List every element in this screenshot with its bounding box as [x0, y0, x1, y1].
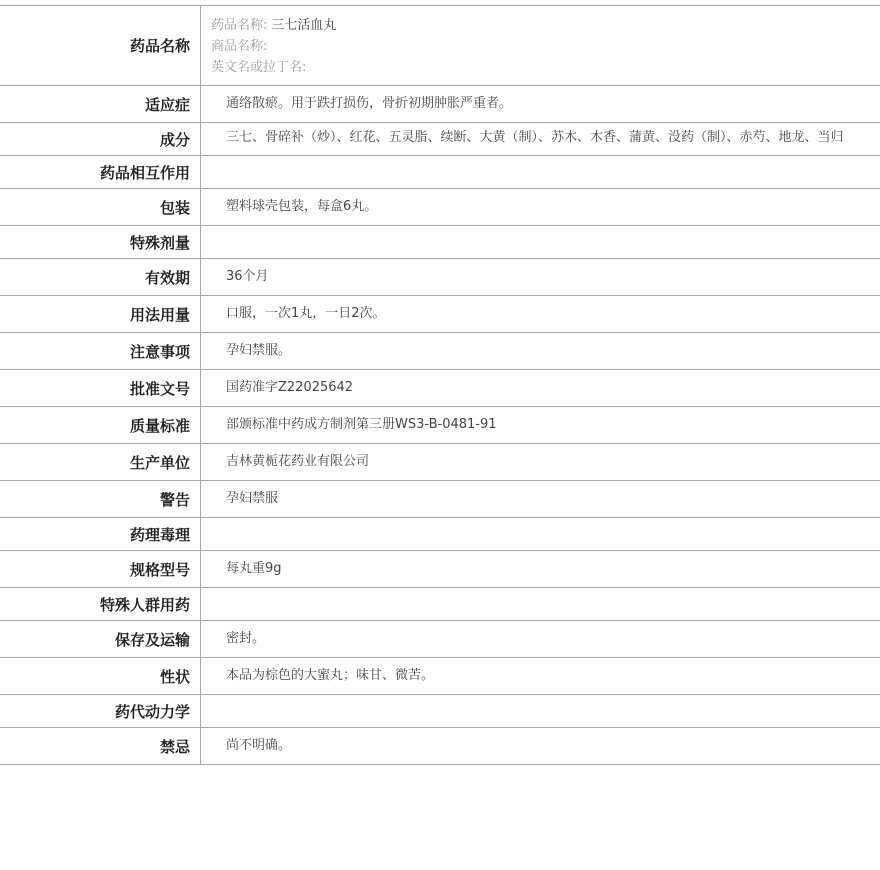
- table-row-specification: [0, 551, 880, 588]
- row-label: 禁忌: [0, 728, 201, 764]
- row-label: 保存及运输: [0, 621, 201, 657]
- table-row-ingredients: [0, 123, 880, 156]
- table-row-contraindications: [0, 728, 880, 765]
- row-value: [201, 695, 880, 727]
- row-label: 警告: [0, 481, 201, 517]
- row-label: 药代动力学: [0, 695, 201, 727]
- table-row-storage: [0, 621, 880, 658]
- drug-names-cell: [201, 6, 880, 85]
- row-label: 特殊人群用药: [0, 588, 201, 620]
- table-row-pharmacology: [0, 518, 880, 551]
- table-row-manufacturer: [0, 444, 880, 481]
- row-value: [201, 518, 880, 550]
- row-value: 吉林黄栀花药业有限公司: [226, 454, 370, 469]
- table-row-packaging: [0, 189, 880, 226]
- row-label: 性状: [0, 658, 201, 694]
- english-name-key: 英文名或拉丁名:: [211, 60, 307, 75]
- row-value: 国药准字Z22025642: [226, 380, 354, 395]
- row-value: 口服，一次1丸，一日2次。: [226, 306, 386, 321]
- row-label: 成分: [0, 123, 201, 155]
- table-row-interactions: [0, 156, 880, 189]
- row-value: 孕妇禁服。: [226, 343, 292, 358]
- drug-spec-table: [0, 5, 880, 765]
- row-value: [201, 156, 880, 188]
- generic-name-value: 三七活血丸: [271, 18, 337, 33]
- trade-name-line: [211, 36, 870, 57]
- row-value: 塑料球壳包装，每盒6丸。: [226, 199, 378, 214]
- row-value: 密封。: [226, 631, 266, 646]
- row-value: 本品为棕色的大蜜丸；味甘、微苦。: [226, 668, 435, 683]
- row-value: 三七、骨碎补（炒）、红花、五灵脂、续断、大黄（制）、苏木、木香、蒲黄、没药（制）、赤芍、地龙、当归: [226, 130, 844, 145]
- table-row-shelf-life: [0, 259, 880, 296]
- row-label: 药理毒理: [0, 518, 201, 550]
- row-label: 特殊剂量: [0, 226, 201, 258]
- table-row-quality-standard: [0, 407, 880, 444]
- table-row-usage-dosage: [0, 296, 880, 333]
- generic-name-line: [211, 15, 870, 36]
- generic-name-key: 药品名称:: [211, 18, 268, 33]
- row-value: 每丸重9g: [226, 561, 282, 576]
- row-label: 包装: [0, 189, 201, 225]
- table-row-approval-number: [0, 370, 880, 407]
- table-row-indications: [0, 86, 880, 123]
- row-label: 有效期: [0, 259, 201, 295]
- row-label: 药品名称: [0, 6, 201, 85]
- table-row-warning: [0, 481, 880, 518]
- row-label: 药品相互作用: [0, 156, 201, 188]
- row-label: 规格型号: [0, 551, 201, 587]
- table-row-pharmacokinetics: [0, 695, 880, 728]
- row-value: 通络散瘀。用于跌打损伤，骨折初期肿胀严重者。: [226, 96, 513, 111]
- row-value: [201, 588, 880, 620]
- table-row-precautions: [0, 333, 880, 370]
- table-row-special-populations: [0, 588, 880, 621]
- row-value: 36个月: [226, 269, 269, 284]
- table-row-drug-names: [0, 6, 880, 86]
- row-label: 批准文号: [0, 370, 201, 406]
- row-value: 孕妇禁服: [226, 491, 279, 506]
- row-label: 适应症: [0, 86, 201, 122]
- row-label: 质量标准: [0, 407, 201, 443]
- row-value: [201, 226, 880, 258]
- row-value: 尚不明确。: [226, 738, 292, 753]
- row-label: 注意事项: [0, 333, 201, 369]
- row-label: 用法用量: [0, 296, 201, 332]
- row-label: 生产单位: [0, 444, 201, 480]
- table-row-special-dosage: [0, 226, 880, 259]
- row-value: 部颁标准中药成方制剂第三册WS3-B-0481-91: [226, 417, 497, 432]
- table-row-description: [0, 658, 880, 695]
- english-name-line: [211, 57, 870, 78]
- trade-name-key: 商品名称:: [211, 39, 268, 54]
